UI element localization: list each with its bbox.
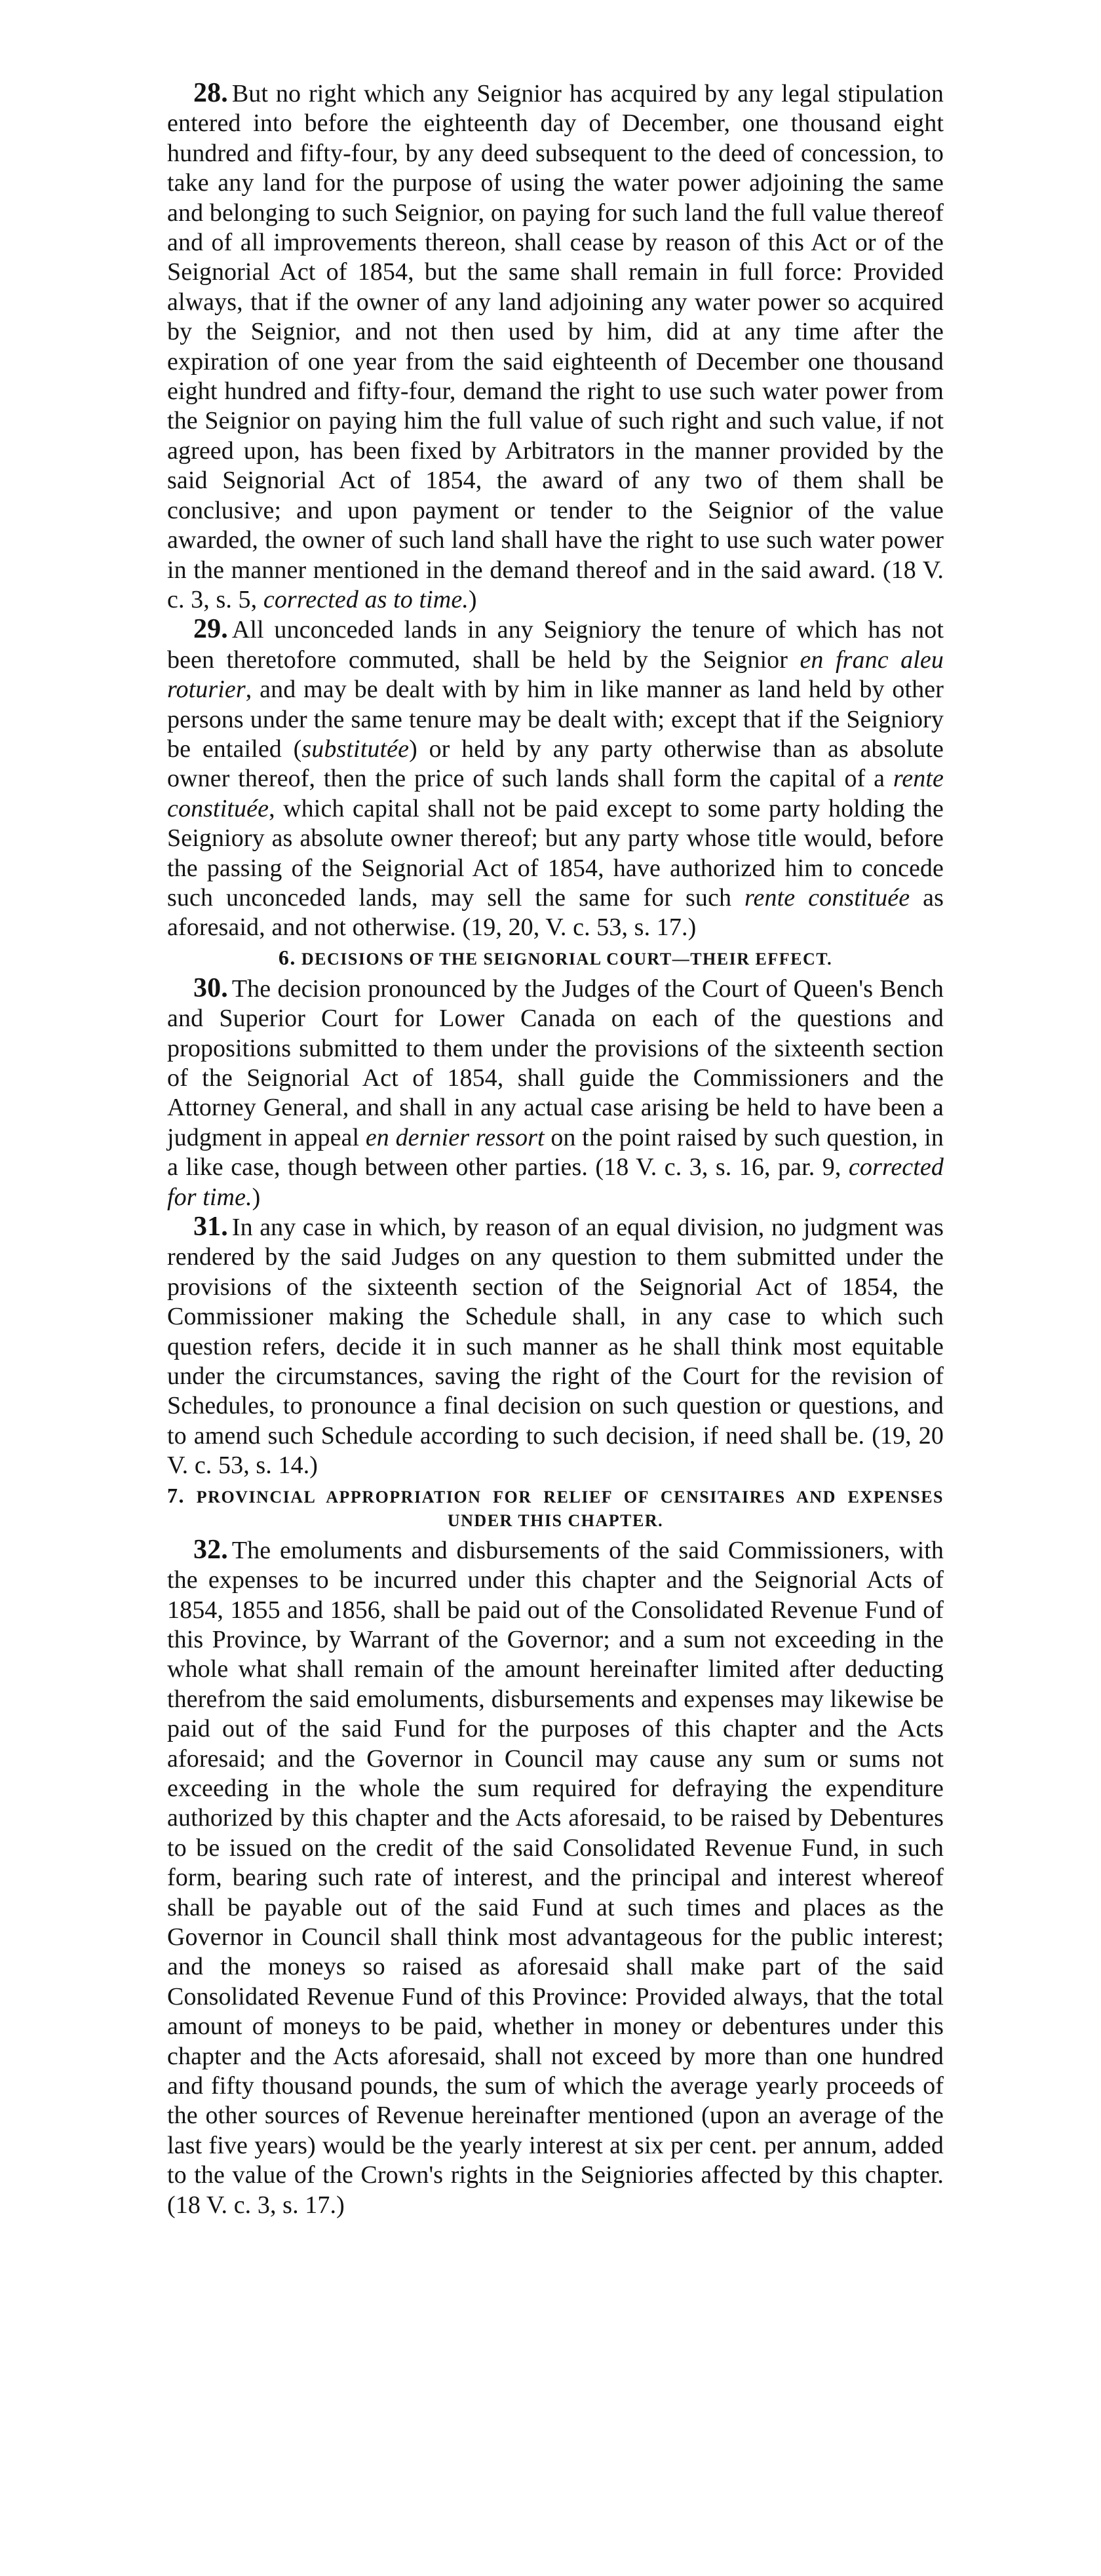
italic-term: en dernier ressort xyxy=(365,1123,545,1151)
heading-text: DECISIONS OF THE SEIGNORIAL COURT—THEIR EFFECT. xyxy=(301,949,833,969)
section-30 xyxy=(167,974,944,1212)
citation-note: corrected for time. xyxy=(167,1153,944,1211)
section-number: 31. xyxy=(193,1212,228,1242)
section-text: on the point raised by such question, in a like case, though between other parties. (18 V. c. 3, s. 16, par. 9, xyxy=(167,1123,944,1182)
section-text: as aforesaid, and not otherwise. (19, 20, V. c. 53, s. 17.) xyxy=(167,883,944,942)
section-text: In any case in which, by reason of an equal division, no judgment was rendered by the said Judges on any question to them submitted under the provisions of the sixteenth section of the Seignorial Act of 1854, the Commissioner making the Schedule shall, in any case to which such question refers, decide it in such manner as he shall think most equitable under the circumstances, saving the right of the Court for the revision of Schedules, to pronounce a final decision on such question or questions, and to amend such Schedule according to such decision, if need shall be. (19, 20 V. c. 53, s. 14.) xyxy=(167,1214,944,1480)
section-29 xyxy=(167,615,944,942)
italic-term: rente constituée xyxy=(744,883,910,912)
italic-term: en franc aleu roturier xyxy=(167,645,944,704)
section-number: 29. xyxy=(193,614,228,645)
division-heading-7 xyxy=(167,1484,944,1533)
section-text: The decision pronounced by the Judges of the Court of Queen's Bench and Superior Court for Lower Canada on each of the questions and propositions submitted to them under the provisions of the sixteenth section of the Seignorial Act of 1854, shall guide the Commissioners and the Attorney General, and shall in any actual case arising be held to have been a judgment in appeal xyxy=(167,974,944,1151)
heading-number: 7. xyxy=(167,1483,185,1507)
section-text: , which capital shall not be paid except to some party holding the Seigniory as absolute owner thereof; but any party whose title would, before the passing of the Seignorial Act of 1854, have authorized him to concede such unconceded lands, may sell the same for such xyxy=(167,794,944,912)
section-text: The emoluments and disbursements of the said Commissioners, with the expenses to be incurred under this chapter and the Seignorial Acts of 1854, 1855 and 1856, shall be paid out of the Consolidated Revenue Fund of this Province, by Warrant of the Governor; and a sum not exceeding in the whole what shall remain of the amount hereinafter limited after deducting therefrom the said emoluments, disbursements and expenses may likewise be paid out of the said Fund for the purposes of this chapter and the Acts aforesaid; and the Governor in Council may cause any sum or sums not exceeding in the whole the sum required for defraying the expenditure authorized by this chapter and the Acts aforesaid, to be raised by Debentures to be issued on the credit of the said Consolidated Revenue Fund, in such form, bearing such rate of interest, and the principal and interest whereof shall be payable out of the said Fund at such times and places as the Governor in Council shall think most advantageous for the public interest; and the moneys so raised as aforesaid shall make part of the said Consolidated Revenue Fund of this Province: Provided always, that the total amount of moneys to be paid, whether in money or debentures under this chapter and the Acts aforesaid, shall not exceed by more than one hundred and fifty thousand pounds, the sum of which the average yearly proceeds of the other sources of Revenue hereinafter mentioned (upon an average of the last five years) would be the yearly interest at six per cent. per annum, added to the value of the Crown's rights in the Seigniories affected by this chapter. (18 V. c. 3, s. 17.) xyxy=(167,1536,944,2219)
heading-number: 6. xyxy=(278,945,296,969)
division-heading-6 xyxy=(167,946,944,971)
section-text: ) or held by any party otherwise than as absolute owner thereof, then the price of such lands shall form the capital of a xyxy=(167,735,944,793)
section-text: , and may be dealt with by him in like manner as land held by other persons under the same tenure may be dealt with; except that if the Seigniory be entailed ( xyxy=(167,676,944,763)
section-number: 30. xyxy=(193,972,228,1003)
text-column xyxy=(167,79,944,2220)
section-text: But no right which any Seignior has acquired by any legal stipulation entered into before the eighteenth day of December, one thousand eight hundred and fifty-four, by any deed subsequent to the deed of concession, to take any land for the purpose of using the water power adjoining the same and belonging to such Seignior, on paying for such land the full value thereof and of all improvements thereon, shall cease by reason of this Act or of the Seignorial Act of 1854, but the same shall remain in full force: Provided always, that if the owner of any land adjoining any water power so acquired by the Seignior, and not then used by him, did at any time after the expiration of one year from the said eighteenth of December one thousand eight hundred and fifty-four, demand the right to use such water power from the Seignior on paying him the full value of such right and such value, if not agreed upon, has been fixed by Arbitrators in the manner provided by the said Seignorial Act of 1854, the award of any two of them shall be conclusive; and upon payment or tender to the Seignior of the value awarded, the owner of such land shall have the right to use such water power in the manner mentioned in the demand thereof and in the said award. (18 V. c. 3, s. 5, xyxy=(167,80,944,613)
citation-close: ) xyxy=(252,1183,261,1211)
section-32 xyxy=(167,1535,944,2220)
section-text: All unconceded lands in any Seigniory the tenure of which has not been theretofore commuted, shall be held by the Seignior xyxy=(167,616,944,674)
section-28 xyxy=(167,79,944,615)
citation-note: corrected as to time. xyxy=(263,585,469,613)
citation-close: ) xyxy=(468,585,477,613)
section-31 xyxy=(167,1212,944,1481)
section-number: 28. xyxy=(193,78,228,108)
heading-text: PROVINCIAL APPROPRIATION FOR RELIEF OF CENSITAIRES AND EXPENSES UNDER THIS CHAPTER. xyxy=(196,1487,944,1530)
italic-term: rente constituée xyxy=(167,765,944,822)
section-number: 32. xyxy=(193,1534,228,1565)
italic-term: substitutée xyxy=(301,735,410,763)
